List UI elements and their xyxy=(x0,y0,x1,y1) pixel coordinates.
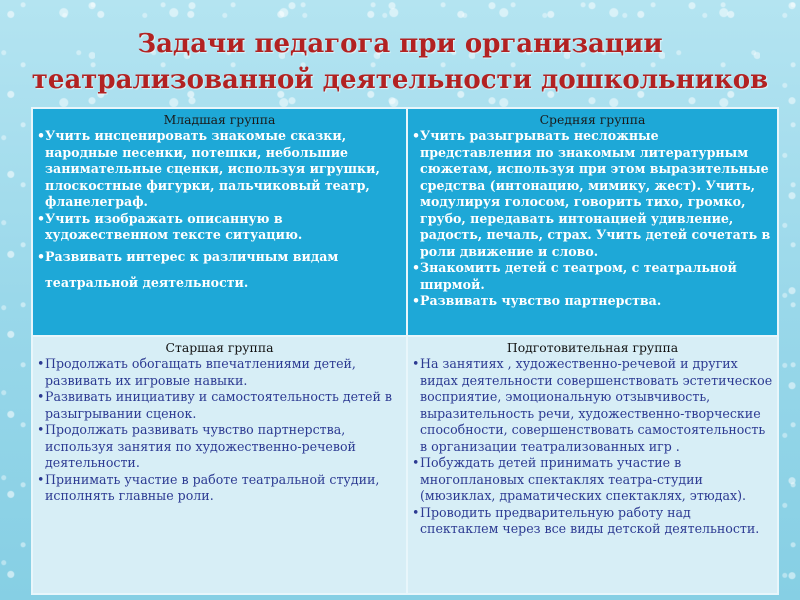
list-item: • Развивать инициативу и самостоятельность детей в разыгрывании сценок. xyxy=(37,389,402,422)
tasks-table xyxy=(31,107,779,595)
title-line-1: Задачи педагога при организации xyxy=(137,29,663,59)
senior-group-title: Старшая группа xyxy=(165,340,274,355)
list-item: • Побуждать детей принимать участие в многоплановых спектаклях театра-студии (мюзиклах, драматических спектаклях, этюдах). xyxy=(412,455,773,505)
younger-group-list xyxy=(37,128,402,296)
list-item: • Учить изображать описанную в художественном тексте ситуацию. xyxy=(37,211,402,244)
list-item: • Учить разыгрывать несложные представления по знакомым литературным сюжетам, используя при этом выразительные средства (интонацию, мимику, жест). Учить, модулируя голосом, говорить тихо, громко, грубо, передавать интонацией удивление, радость, печаль, страх. Учить детей сочетать в роли движение и слово. xyxy=(412,128,773,260)
list-item: • На занятиях , художественно-речевой и других видах деятельности совершенствовать эстетическое восприятие, эмоциональную отзывчивость, выразительность речи, художественно-творческие способности, совершенствовать самостоятельность в организации театрализованных игр . xyxy=(412,356,773,455)
middle-group-title: Средняя группа xyxy=(539,112,646,127)
list-item: • Развивать чувство партнерства. xyxy=(412,293,773,310)
list-item: • Учить инсценировать знакомые сказки, народные песенки, потешки, небольшие занимательные сценки, используя игрушки, плоскостные фигурки, пальчиковый театр, фланелеграф. xyxy=(37,128,402,211)
cell-younger-group xyxy=(32,108,407,336)
list-item: • Проводить предварительную работу над спектаклем через все виды детской деятельности. xyxy=(412,505,773,538)
page-title xyxy=(0,26,800,98)
cell-preparatory-group xyxy=(407,336,778,594)
title-line-2: театрализованной деятельности дошкольников xyxy=(31,65,769,95)
middle-group-list xyxy=(412,128,773,310)
list-item: • Продолжать развивать чувство партнерства, используя занятия по художественно-речевой деятельности. xyxy=(37,422,402,472)
list-item: • Знакомить детей с театром, с театральной ширмой. xyxy=(412,260,773,293)
younger-group-title: Младшая группа xyxy=(163,112,276,127)
list-item: • Продолжать обогащать впечатлениями детей, развивать их игровые навыки. xyxy=(37,356,402,389)
senior-group-list xyxy=(37,356,402,505)
cell-senior-group xyxy=(32,336,407,594)
list-item: • Развивать интерес к различным видам театральной деятельности. xyxy=(37,244,402,296)
preparatory-group-title: Подготовительная группа xyxy=(506,340,679,355)
list-item: • Принимать участие в работе театральной студии, исполнять главные роли. xyxy=(37,472,402,505)
cell-middle-group xyxy=(407,108,778,336)
preparatory-group-list xyxy=(412,356,773,538)
